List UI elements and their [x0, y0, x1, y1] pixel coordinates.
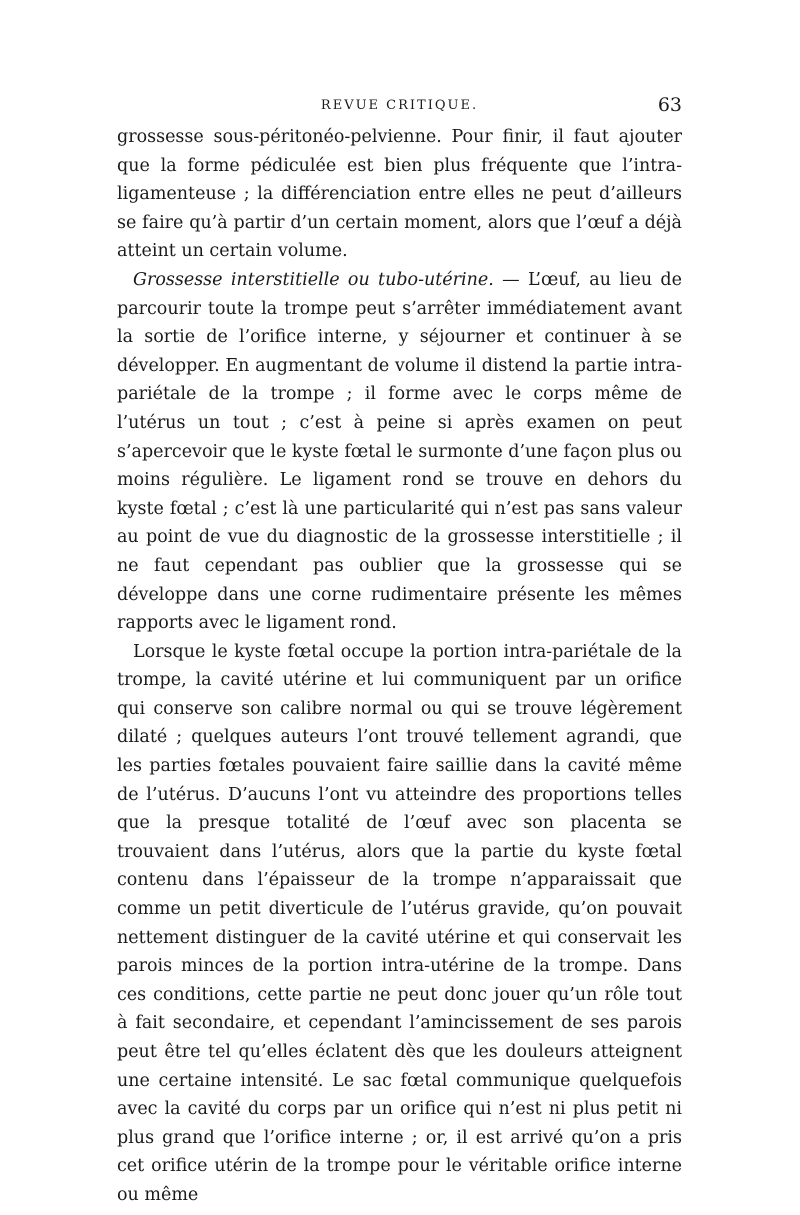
page-number: 63	[657, 94, 682, 116]
running-title: REVUE CRITIQUE.	[320, 98, 479, 113]
paragraph-2	[117, 266, 682, 638]
body-text	[117, 123, 682, 1210]
paragraph-3: Lorsque le kyste fœtal occupe la portion intra-pariétale de la trompe, la cavité utérine et lui communiquent par un orifice qui conserve son calibre normal ou qui se trouve légèrement dilaté ; quelques auteurs l’ont trouvé tellement agrandi, que les parties fœtales pouvaient faire saillie dans la cavité même de l’utérus. D’aucuns l’ont vu atteindre des proportions telles que la presque totalité de l’œuf avec son placenta se trouvaient dans l’utérus, alors que la partie du kyste fœtal contenu dans l’épaisseur de la trompe n’apparaissait que comme un petit diverticule de l’utérus gravide, qu’on pouvait nettement distinguer de la cavité utérine et qui conservait les parois minces de la portion intra-utérine de la trompe. Dans ces conditions, cette partie ne peut donc jouer qu’un rôle tout à fait secondaire, et cependant l’amincissement de ses parois peut être tel qu’elles éclatent dès que les douleurs atteignent une certaine intensité. Le sac fœtal communique quelquefois avec la cavité du corps par un orifice qui n’est ni plus petit ni plus grand que l’orifice interne ; or, il est arrivé qu’on a pris cet orifice utérin de la trompe pour le véritable orifice interne ou même	[117, 641, 682, 1205]
paragraph-2-text: — L’œuf, au lieu de parcourir toute la trompe peut s’arrêter immédiatement avant la sortie de l’orifice interne, y séjourner et continuer à se développer. En augmentant de volume il distend la partie intra-pariétale de la trompe ; il forme avec le corps même de l’utérus un tout ; c’est à peine si après examen on peut s’apercevoir que le kyste fœtal le surmonte d’une façon plus ou moins régulière. Le ligament rond se trouve en dehors du kyste fœtal ; c’est là une particularité qui n’est pas sans valeur au point de vue du diagnostic de la grossesse interstitielle ; il ne faut cependant pas oublier que la grossesse qui se développe dans une corne rudimentaire présente les mêmes rapports avec le ligament rond.	[117, 269, 682, 634]
section-title-interstitielle: Grossesse interstitielle ou tubo-utérine.	[133, 269, 494, 290]
paragraph-1: grossesse sous-péritonéo-pelvienne. Pour finir, il faut ajouter que la forme pédiculée est bien plus fréquente que l’intra-ligamenteuse ; la différenciation entre elles ne peut d’ailleurs se faire qu’à partir d’un certain moment, alors que l’œuf a déjà atteint un certain volume.	[117, 127, 682, 262]
book-page	[117, 92, 682, 1205]
running-head	[117, 92, 682, 122]
